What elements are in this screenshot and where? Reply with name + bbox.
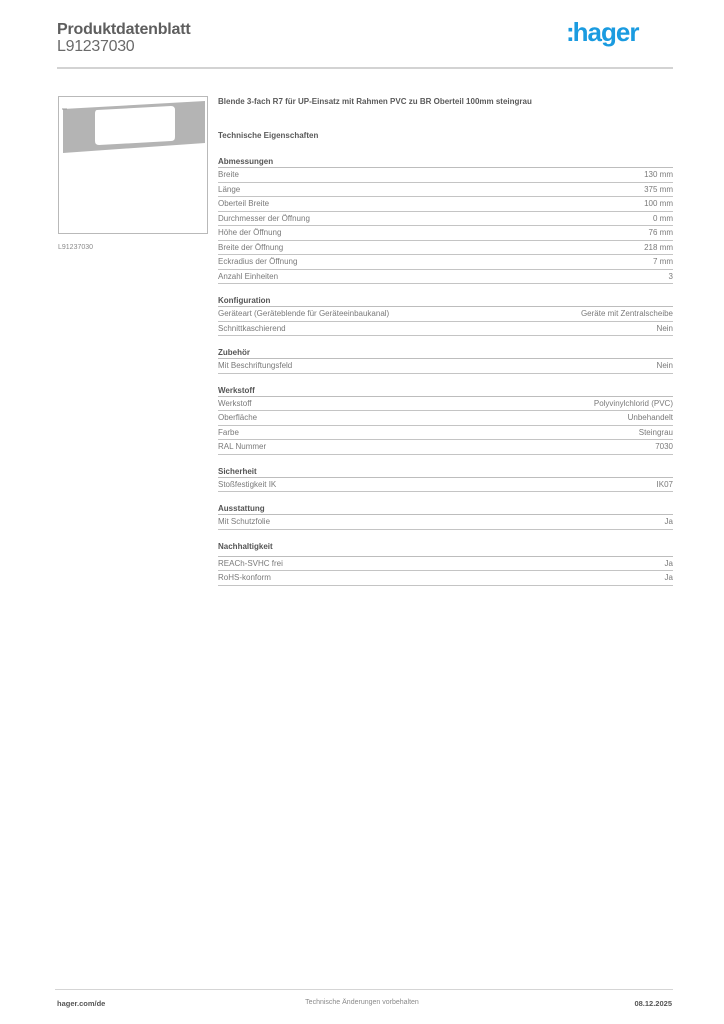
spec-value: 76 mm	[648, 228, 673, 237]
product-title: Blende 3-fach R7 für UP-Einsatz mit Rahmen PVC zu BR Oberteil 100mm steingrau	[218, 97, 532, 106]
spec-label: REACh-SVHC frei	[218, 558, 283, 568]
spec-value: 7030	[655, 442, 673, 451]
section-title: Ausstattung	[218, 503, 673, 515]
spec-value: Polyvinylchlorid (PVC)	[593, 398, 673, 408]
spec-value: Unbehandelt	[627, 413, 673, 422]
spec-label: Breite	[218, 170, 239, 179]
spec-value: 0 mm	[653, 213, 673, 223]
spec-value: Ja	[664, 573, 673, 582]
spec-row	[218, 183, 673, 198]
spec-label: Länge	[218, 184, 241, 194]
section-equipment	[218, 503, 673, 530]
spec-value: Nein	[656, 361, 673, 370]
spec-value: 130 mm	[644, 170, 673, 179]
spec-label: Breite der Öffnung	[218, 242, 284, 252]
spec-label: Werkstoff	[218, 398, 252, 408]
section-material	[218, 385, 673, 455]
spec-row	[218, 212, 673, 227]
spec-value: 218 mm	[644, 242, 673, 252]
image-caption: L91237030	[58, 244, 94, 251]
spec-row	[218, 270, 673, 285]
hager-logo	[566, 17, 638, 48]
spec-row	[218, 571, 673, 586]
spec-value: Ja	[664, 558, 673, 568]
spec-row	[218, 322, 673, 337]
spec-value: 100 mm	[644, 199, 673, 208]
section-safety	[218, 466, 673, 493]
spec-label: Anzahl Einheiten	[218, 271, 279, 281]
cover-plate-illustration-icon	[59, 97, 209, 235]
spec-row	[218, 440, 673, 455]
spec-row	[218, 557, 673, 572]
logo-text: hager	[572, 17, 639, 47]
section-title: Zubehör	[218, 347, 673, 359]
spec-label: Durchmesser der Öffnung	[218, 213, 310, 223]
logo-colon: :	[566, 17, 573, 47]
spec-row	[218, 411, 673, 426]
spec-value: Steingrau	[638, 427, 673, 437]
spec-value: Geräte mit Zentralscheibe	[580, 309, 673, 318]
spec-value: 3	[668, 271, 673, 281]
spec-row	[218, 226, 673, 241]
footer-divider	[55, 989, 673, 990]
spec-value: IK07	[656, 479, 673, 489]
footer-disclaimer: Technische Änderungen vorbehalten	[305, 999, 419, 1006]
page-title: Produktdatenblatt	[57, 21, 191, 38]
footer-website-link[interactable]: hager.com/de	[57, 999, 106, 1008]
spec-row	[218, 241, 673, 256]
spec-value: Ja	[664, 517, 673, 526]
spec-row	[218, 426, 673, 441]
specs-table	[218, 156, 673, 597]
spec-row	[218, 478, 673, 493]
technical-properties-heading: Technische Eigenschaften	[218, 131, 319, 140]
section-title: Sicherheit	[218, 466, 673, 478]
spec-row	[218, 515, 673, 530]
section-title: Konfiguration	[218, 295, 673, 307]
section-title: Werkstoff	[218, 385, 673, 397]
spec-row	[218, 197, 673, 212]
spec-value: 375 mm	[644, 184, 673, 194]
spec-value: Nein	[656, 323, 673, 333]
article-number: L91237030	[57, 38, 135, 55]
spec-label: Mit Schutzfolie	[218, 517, 271, 526]
product-image	[58, 96, 208, 234]
section-configuration	[218, 295, 673, 336]
spec-row	[218, 255, 673, 270]
section-accessories	[218, 347, 673, 374]
section-title: Nachhaltigkeit	[218, 541, 673, 557]
spec-label: Farbe	[218, 427, 239, 437]
spec-row	[218, 397, 673, 412]
spec-label: Oberteil Breite	[218, 199, 270, 208]
spec-label: Eckradius der Öffnung	[218, 257, 298, 266]
spec-label: Geräteart (Geräteblende für Geräteeinbaukanal)	[218, 309, 390, 318]
spec-row	[218, 359, 673, 374]
spec-label: RAL Nummer	[218, 442, 267, 451]
spec-value: 7 mm	[653, 257, 673, 266]
footer-date: 08.12.2025	[634, 999, 672, 1008]
spec-label: Höhe der Öffnung	[218, 228, 282, 237]
spec-row	[218, 307, 673, 322]
section-title: Abmessungen	[218, 156, 673, 168]
header-divider	[57, 67, 673, 69]
spec-label: Mit Beschriftungsfeld	[218, 361, 293, 370]
spec-row	[218, 168, 673, 183]
spec-label: Oberfläche	[218, 413, 258, 422]
spec-label: RoHS-konform	[218, 573, 271, 582]
spec-label: Stoßfestigkeit IK	[218, 479, 277, 489]
section-dimensions	[218, 156, 673, 284]
spec-label: Schnittkaschierend	[218, 323, 286, 333]
section-sustainability	[218, 541, 673, 586]
